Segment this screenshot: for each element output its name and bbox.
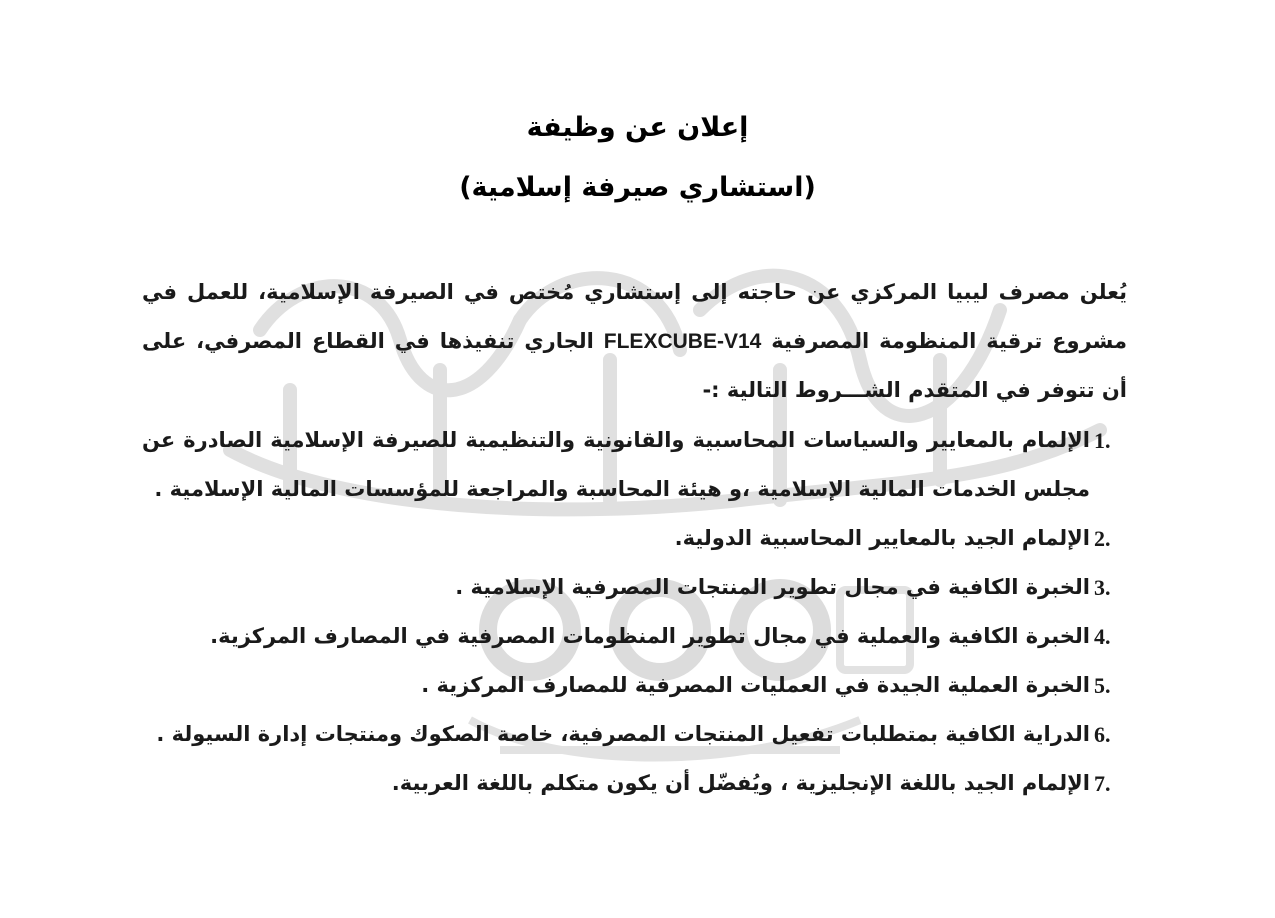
announcement-heading: إعلان عن وظيفة <box>526 112 749 143</box>
requirement-text: الخبرة الكافية والعملية في مجال تطوير المنظومات المصرفية في المصارف المركزية. <box>210 624 1090 648</box>
requirement-item <box>142 759 1111 808</box>
requirement-number: 5. <box>1094 673 1111 698</box>
intro-text-part-2: الجاري تنفيذها في القطاع المصرفي، على أن تتوفر في المتقدم الشـــروط التالية :- <box>142 329 1127 402</box>
requirement-text: الدراية الكافية بمتطلبات تفعيل المنتجات المصرفية، خاصة الصكوك ومنتجات إدارة السيولة . <box>156 722 1090 746</box>
requirement-text: الإلمام بالمعايير والسياسات المحاسبية والقانونية والتنظيمية للصيرفة الإسلامية الصادرة عن مجلس الخدمات المالية الإسلامية ،و هيئة المحاسبة والمراجعة للمؤسسات المالية الإسلامية . <box>142 428 1090 501</box>
requirement-text: الإلمام الجيد باللغة الإنجليزية ، ويُفضّل أن يكون متكلم باللغة العربية. <box>391 771 1090 795</box>
requirement-number: 4. <box>1094 624 1111 649</box>
position-title: (استشاري صيرفة إسلامية) <box>459 172 816 203</box>
requirement-number: 1. <box>1094 428 1111 453</box>
requirement-item <box>142 416 1111 514</box>
requirement-number: 7. <box>1094 771 1111 796</box>
requirement-text: الإلمام الجيد بالمعايير المحاسبية الدولية. <box>674 526 1090 550</box>
requirement-number: 6. <box>1094 722 1111 747</box>
requirement-item <box>142 563 1111 612</box>
requirement-text: الخبرة العملية الجيدة في العمليات المصرفية للمصارف المركزية . <box>421 673 1090 697</box>
system-name: FLEXCUBE-V14 <box>603 330 762 353</box>
requirement-item <box>142 661 1111 710</box>
requirement-item <box>142 612 1111 661</box>
requirement-item <box>142 710 1111 759</box>
requirement-item <box>142 514 1111 563</box>
intro-text-part-1: يُعلن مصرف ليبيا المركزي عن حاجته إلى إستشاري مُختص في الصيرفة الإسلامية، للعمل في مشروع ترقية المنظومة المصرفية <box>142 280 1128 353</box>
intro-paragraph <box>142 268 1127 415</box>
requirement-number: 2. <box>1094 526 1111 551</box>
requirement-number: 3. <box>1094 575 1111 600</box>
requirement-text: الخبرة الكافية في مجال تطوير المنتجات المصرفية الإسلامية . <box>455 575 1090 599</box>
requirements-list <box>142 416 1111 808</box>
